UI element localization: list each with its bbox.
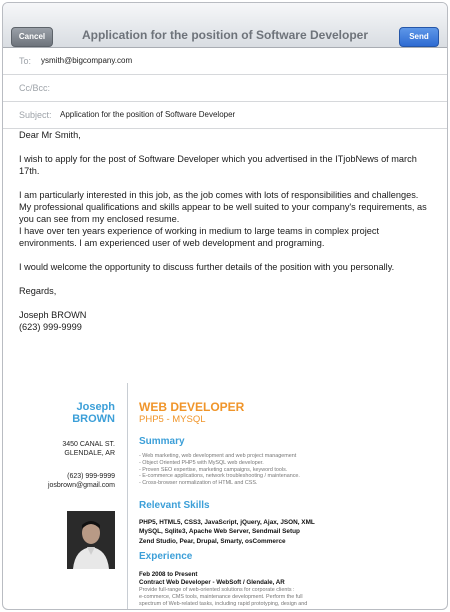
cancel-button[interactable]: Cancel [11, 27, 53, 47]
resume-street: 3450 CANAL ST. [62, 441, 115, 448]
skills-line: PHP5, HTML5, CSS3, JavaScript, jQuery, Ajax, JSON, XML [139, 519, 315, 526]
resume-job-subtitle: PHP5 - MYSQL [139, 414, 206, 425]
summary-line: - Web marketing, web development and web project management [139, 453, 297, 459]
resume-job-title: WEB DEVELOPER [139, 400, 245, 414]
message-body[interactable] [19, 129, 434, 333]
paragraph-2a: I am particularly interested in this job, as the job comes with lots of responsibilities and challenges. [19, 189, 419, 200]
signature-name: Joseph BROWN [19, 309, 87, 320]
resume-name [72, 401, 115, 425]
summary-line: - Object Oriented PHP5 with MySQL web developer. [139, 459, 264, 466]
paragraph-1: I wish to apply for the post of Software Developer which you advertised in the ITjobNews of march 17th. [19, 153, 417, 176]
summary-line: - Proven SEO expertise, marketing campaigns, keyword tools. [139, 466, 288, 473]
ccbcc-field[interactable] [3, 75, 447, 102]
to-value[interactable]: ysmith@bigcompany.com [41, 56, 133, 65]
skills-list [139, 518, 315, 546]
resume-city: GLENDALE, AR [64, 450, 115, 457]
subject-label: Subject: [19, 110, 52, 120]
paragraph-3: I would welcome the opportunity to discuss further details of the position with you personally. [19, 262, 395, 273]
toolbar [3, 3, 447, 48]
resume-phone: (623) 999-9999 [67, 473, 115, 480]
send-button[interactable]: Send [399, 27, 439, 47]
experience-period: Feb 2008 to Present [139, 571, 198, 578]
experience-description [139, 587, 307, 607]
experience-line: Provide full-range of web-oriented solutions for corporate clients : [139, 587, 295, 593]
email-title: Application for the position of Software Developer [81, 28, 369, 42]
to-label: To: [19, 56, 32, 66]
resume-divider [127, 383, 128, 609]
skills-heading: Relevant Skills [139, 500, 210, 511]
subject-value[interactable]: Application for the position of Software Developer [60, 110, 236, 119]
to-field[interactable] [3, 48, 447, 75]
ccbcc-label: Cc/Bcc: [19, 83, 51, 93]
resume-last-name: BROWN [72, 413, 115, 425]
resume-first-name: Joseph [76, 401, 115, 413]
experience-heading: Experience [139, 551, 193, 562]
regards: Regards, [19, 285, 57, 296]
paragraph-2c: I have over ten years experience of working in medium to large teams in complex project environments. I am experienced user of web development and programing. [19, 226, 380, 249]
experience-entry [139, 571, 285, 586]
experience-role: Contract Web Developer - WebSoft / Glendale, AR [139, 578, 285, 586]
paragraph-2b: My professional qualifications and skills appear to be well suited to your company's requirements, as you can see from my enclosed resume. [19, 201, 427, 225]
resume-attachment [3, 383, 447, 609]
greeting: Dear Mr Smith, [19, 130, 81, 140]
summary-line: - Cross-browser normalization of HTML and CSS. [139, 480, 258, 487]
resume-photo [67, 511, 115, 569]
person-photo-icon [67, 511, 115, 569]
skills-line: Zend Studio, Pear, Drupal, Smarty, osCommerce [139, 537, 286, 545]
resume-address [62, 440, 115, 458]
resume-email: josbrown@gmail.com [47, 482, 115, 489]
resume-contact [48, 472, 115, 490]
skills-line: MySQL, Sqlite3, Apache Web Server, Sendmail Setup [139, 528, 300, 536]
experience-line: e-commerce, CMS tools, maintenance development. Perform the full [139, 593, 303, 600]
summary-heading: Summary [139, 436, 185, 447]
summary-list [139, 453, 300, 487]
subject-field[interactable] [3, 102, 447, 129]
compose-window [2, 2, 448, 610]
experience-line: spectrum of Web-related tasks, including rapid prototyping, design and [139, 600, 308, 607]
summary-line: - E-commerce applications, network troubleshooting / maintenance. [139, 473, 300, 480]
signature-phone: (623) 999-9999 [19, 321, 82, 332]
